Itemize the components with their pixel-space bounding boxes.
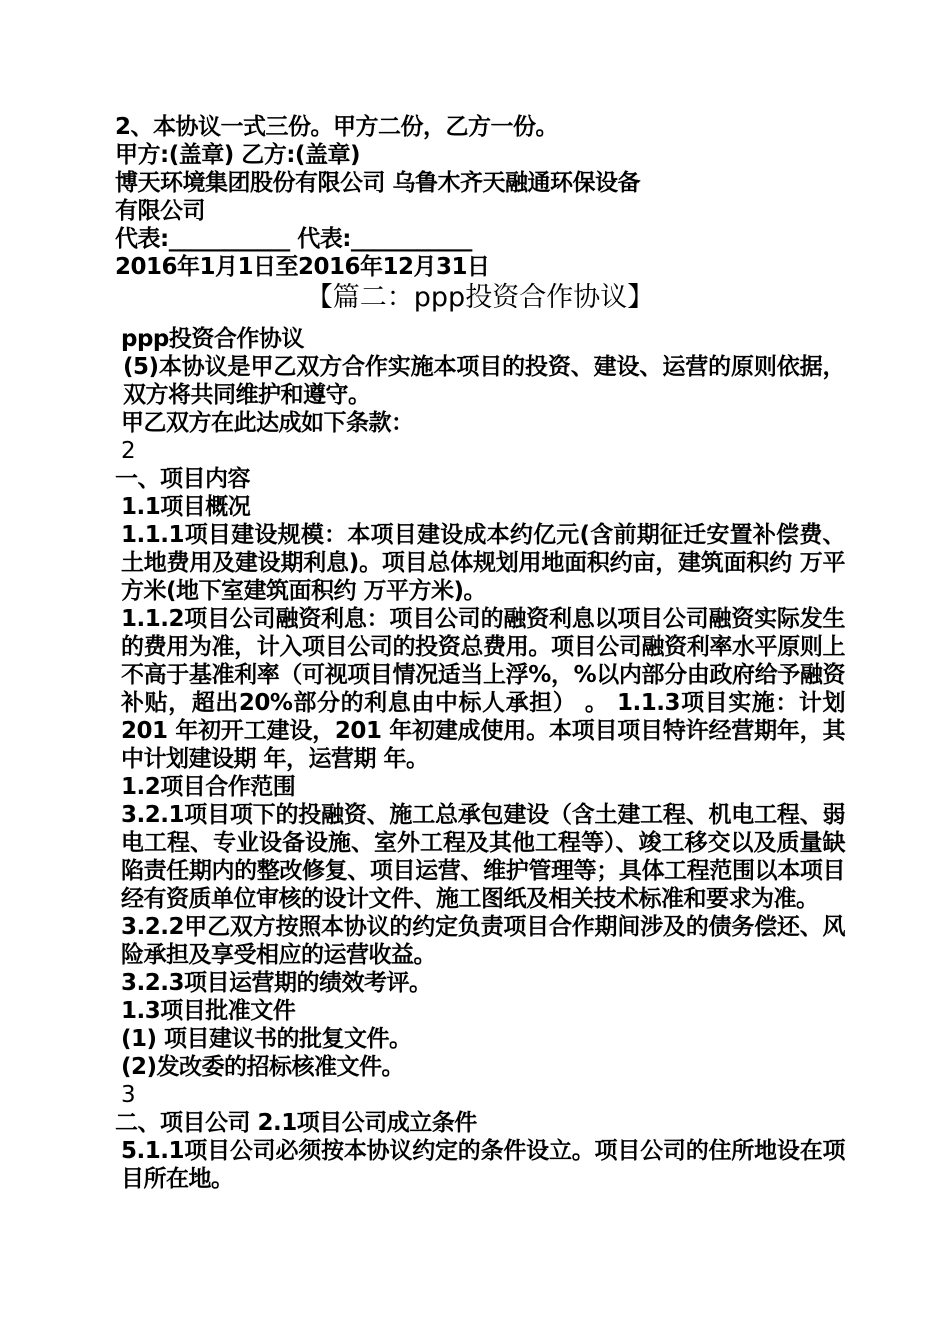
- parties-line-continued: 有限公司: [115, 198, 205, 224]
- heading-project-content: 一、项目内容: [115, 466, 250, 492]
- heading-project-company: 二、项目公司 2.1项目公司成立条件: [115, 1110, 477, 1136]
- section-title: 【篇二：ppp投资合作协议】: [305, 282, 655, 313]
- paragraph-scope-details: 3.2.1项目项下的投融资、施工总承包建设（含土建工程、机电工程、弱电工程、专业设备设施、室外工程及其他工程等）、竣工移交以及质量缺陷责任期内的整改修复、项目运营、维护管理等；具体工程范围以本项目经有资质单位审核的设计文件、施工图纸及相关技术标准和要求为准。: [121, 802, 845, 912]
- document-page: [115, 113, 845, 1193]
- agreement-intro: 甲乙双方在此达成如下条款：: [121, 410, 414, 436]
- heading-project-overview: 1.1项目概况: [121, 494, 251, 520]
- parties-line: 博天环境集团股份有限公司 乌鲁木齐天融通环保设备: [115, 170, 641, 196]
- heading-approval-documents: 1.3项目批准文件: [121, 998, 296, 1024]
- representative-line: 代表:___________ 代表:___________: [115, 226, 472, 252]
- paragraph-construction-scale: 1.1.1项目建设规模：本项目建设成本约亿元(含前期征迁安置补偿费、土地费用及建设期利息)。项目总体规划用地面积约亩，建筑面积约 万平方米(地下室建筑面积约 万平方米)。: [121, 522, 845, 604]
- paragraph-debt-risk: 3.2.2甲乙双方按照本协议的约定负责项目合作期间涉及的债务偿还、风险承担及享受相应的运营收益。: [121, 914, 845, 968]
- seal-line: 甲方:(盖章) 乙方:(盖章): [115, 142, 360, 168]
- document-title: ppp投资合作协议: [121, 326, 304, 352]
- page-number: 3: [121, 1082, 136, 1108]
- list-item-tender-approval: (2)发改委的招标核准文件。: [121, 1054, 405, 1080]
- term-dates-line: 2016年1月1日至2016年12月31日: [115, 254, 490, 280]
- page-number: 2: [121, 438, 136, 464]
- paragraph-performance-review: 3.2.3项目运营期的绩效考评。: [121, 970, 432, 996]
- heading-cooperation-scope: 1.2项目合作范围: [121, 774, 296, 800]
- list-item-proposal-approval: (1) 项目建议书的批复文件。: [121, 1026, 412, 1052]
- paragraph-financing-interest: 1.1.2项目公司融资利息：项目公司的融资利息以项目公司融资实际发生的费用为准，计入项目公司的投资总费用。项目公司融资利率水平原则上不高于基准利率（可视项目情况适当上浮%，%以内部分由政府给予融资补贴，超出20%部分的利息由中标人承担） 。 1.1.3项目实施：计划201 年初开工建设，201 年初建成使用。本项目项目特许经营期年，其中计划建设期 年，运营期 年。: [121, 606, 845, 772]
- paragraph-company-establishment: 5.1.1项目公司必须按本协议约定的条件设立。项目公司的住所地设在项目所在地。: [121, 1138, 845, 1192]
- paragraph-principle: (5)本协议是甲乙双方合作实施本项目的投资、建设、运营的原则依据，双方将共同维护和遵守。: [123, 354, 845, 408]
- copies-clause: 2、本协议一式三份。甲方二份，乙方一份。: [115, 114, 559, 140]
